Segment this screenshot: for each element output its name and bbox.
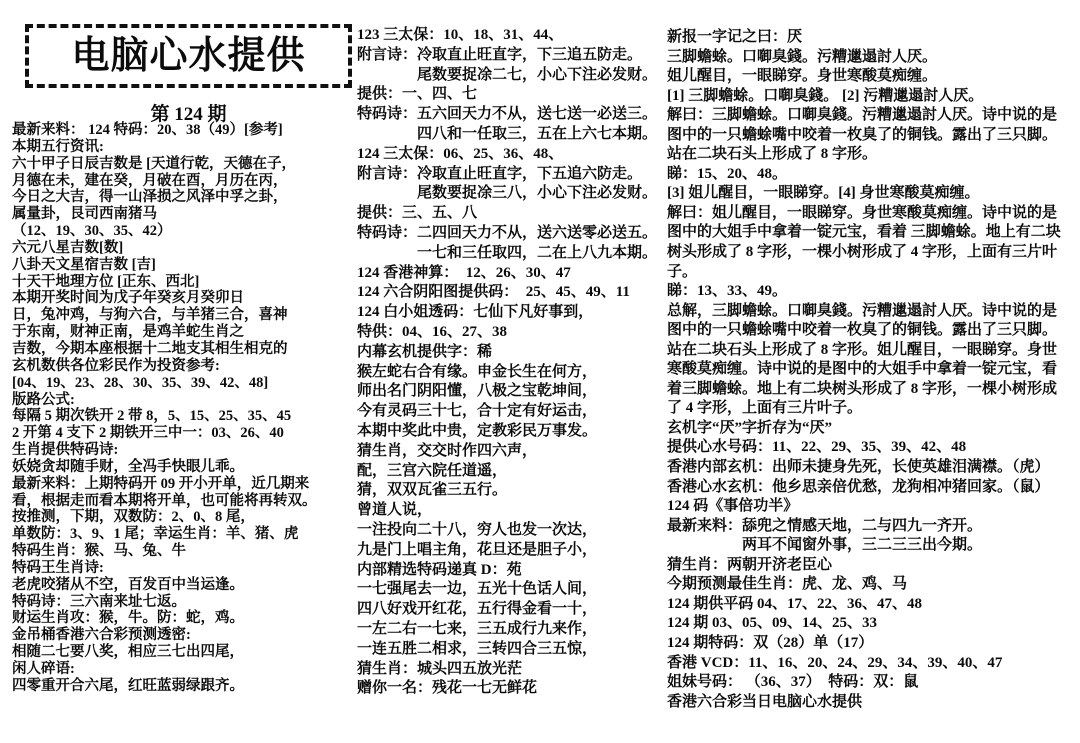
text-line: 玄机字“厌”字折存为“厌” [667,419,833,436]
text-line: 尾数要捉凃二七，小心下注必发财。 [357,66,658,83]
text-line: 站在二块石头上形成了 8 字形。姐儿醒目，一眼睇穿。身世 [667,341,1058,358]
text-line: 赠你一名：残花一七无鲜花 [357,680,538,697]
text-line: 今有灵码三十七，合十定有好运击， [357,403,598,420]
text-line: （12、19、30、35、42） [12,223,172,240]
text-line: 一左二右一七来，三五成行九来作， [357,620,598,637]
text-line: [1] 三脚蟾蜍。口啣臭錢。 [2] 污糟邋遢討人厌。 [667,87,984,104]
text-line: 相随二七要八奖，相应三七出四尾， [12,644,244,661]
text-line: 提供心水号码：11、22、29、35、39、42、48 [667,439,967,456]
text-line: 香港内部玄机：出师未捷身先死，长使英雄泪满襟。（虎） [667,459,1050,476]
text-line: 124 期特码：双（28）单（17） [667,634,874,651]
text-line: 本期开奖时间为戊子年癸亥月癸卯日 [12,290,244,307]
left-column [12,122,357,695]
text-line: 今期预测最佳生肖：虎、龙、鸡、马 [667,576,908,593]
text-line: 子。 [667,263,698,280]
text-line: 特码诗：三六南来址七返。 [12,593,186,610]
text-line: 四零重开合六尾，红旺蓝弱绿跟齐。 [12,677,244,694]
text-line: 猜生肖：两朝开济老臣心 [667,556,833,573]
text-line: 金吊桶香港六合彩预测透密: [12,627,191,644]
text-line: 124 期供平码 04、17、22、36、47、48 [667,595,923,612]
text-line: 附言诗：冷取直止旺直字，下三追五防走。 [357,46,643,63]
page-title: 电脑心水提供 [71,35,306,77]
text-line: 一七和三任取四，二在上八九本期。 [357,244,658,261]
text-line: 生肖提供特码诗: [12,442,119,459]
text-line: 图中的一只蟾蜍嘴中咬着一枚臭了的铜钱。露出了三只脚。 [667,322,1058,339]
text-line: 附言诗：冷取直止旺直字，下五追六防走。 [357,165,643,182]
text-line: 树头形成了 8 字形，一棵小树形成了 4 字形，上面有三片叶 [667,244,1058,261]
text-line: 124 六合阴阳图提供码： 25、45、49、11 [357,284,630,301]
text-line: 着三脚蟾蜍。地上有二块树头形成了 8 字形，一棵小树形成 [667,380,1058,397]
text-line: 版路公式: [12,391,75,408]
text-line: 三脚蟾蜍。口啣臭錢。污糟邋遢討人厌。 [667,48,938,65]
text-line: 新报一字记之曰：厌 [667,29,803,45]
text-line: 124 期 03、05、09、14、25、33 [667,615,878,632]
text-line: 特供：04、16、27、38 [357,323,508,340]
text-line: 总解，三脚蟾蜍。口啣臭錢。污糟邋遢討人厌。诗中说的是 [667,302,1058,319]
text-line: 老虎咬猪从不空，百发百中当运逢。 [12,576,244,593]
text-line: 猜生肖，交交时作四六声， [357,442,538,459]
text-line: 124 白小姐透码：七仙下凡好事到， [357,304,594,321]
text-line: 了 4 字形，上面有三片叶子。 [667,400,863,417]
text-line: 六元八星吉数[数] [12,239,124,256]
text-line: 姐儿醒目，一眼睇穿。身世寒酸莫痴缠。 [667,68,938,85]
text-line: [04、19、23、28、30、35、39、42、48] [12,374,269,391]
text-line: 师出名门阴阳懂，八极之宝乾坤间， [357,383,598,400]
text-line: 八卦天文星宿吉数 [吉] [12,256,156,273]
text-line: 今日之大吉，得一山泽损之风泽中孚之卦， [12,189,288,206]
text-line: 一七强尾去一边，五光十色话人间， [357,581,598,598]
text-line: 特码生肖：猴、马、兔、牛 [12,543,186,560]
text-line: 吉数，今期本座根据十二地支其相生相克的 [12,340,288,357]
text-line: 妖娆贪却随手财，全冯手快眼儿乖。 [12,458,244,475]
text-line: 香港心水玄机：他乡思亲倍优愁，龙狗相冲猪回家。（鼠） [667,478,1050,495]
text-line: 四八好戏开红花，五行得金看一十， [357,601,598,618]
text-line: 123 三太保：10、18、31、44、 [357,27,564,43]
text-line: 两耳不闻窗外事，三二三三出今期。 [667,537,983,554]
text-line: 最新来料：舔兜之情感天地，二与四九一齐开。 [667,517,983,534]
text-line: 2 开第 4 支下 2 期铁开三中一：03、26、40 [12,425,284,442]
text-line: 特码诗：二四回天力不从，送六送零必送五。 [357,224,658,241]
text-line: 十天干地理方位 [正东、西北] [12,273,200,290]
right-column [667,28,1077,712]
text-line: 一连五胜二相求，三转四合三五惊， [357,640,598,657]
text-line: 猴左蛇右合有缘。申金长生在何方， [357,363,598,380]
text-line: 每隔 5 期次铁开 2 带 8，5、15、25、35、45 [12,408,292,425]
text-line: 六十甲子日辰吉数是 [天道行乾，天德在子， [12,155,296,172]
text-line: 一注投向二十八，穷人也发一次达， [357,521,598,538]
text-line: 九是门上唱主角，花旦还是胆子小， [357,541,598,558]
text-line: 本期五行资讯: [12,138,104,155]
text-line: 解曰：三脚蟾蜍。口啣臭錢。污糟邋遢討人厌。诗中说的是 [667,107,1058,124]
text-line: 看，根据走而看本期将开单，也可能将再转双。 [12,492,317,509]
text-line: 图中的大姐手中拿着一锭元宝，看着 三脚蟾蜍。地上有二块 [667,224,1061,241]
text-line: 尾数要捉凃三八，小心下注必发财。 [357,185,658,202]
text-line: 本期中奖此中贵，定教彩民万事发。 [357,422,598,439]
text-line: 站在二块石头上形成了 8 字形。 [667,146,878,163]
issue-number: 第 124 期 [150,104,227,125]
text-line: 猜生肖：城头四五放光茫 [357,660,523,677]
text-line: 属量卦，艮司西南猪马 [12,206,157,223]
middle-column [357,26,669,699]
text-line: 提供：一、四、七 [357,86,478,103]
text-line: 财运生肖攻：猴，牛。防：蛇，鸡。 [12,610,244,627]
text-line: 月德在未，建在癸，月破在酉，月历在丙， [12,172,288,189]
title-box [25,24,352,88]
text-line: 四八和一任取三，五在上六七本期。 [357,125,658,142]
text-line: 解曰：姐儿醒目，一眼睇穿。身世寒酸莫痴缠。诗中说的是 [667,204,1058,221]
text-line: 猜，双双瓦雀三五行。 [357,482,508,499]
text-line: 特码王生肖诗: [12,559,104,576]
text-line: 寒酸莫痴缠。诗中说的是图中的大姐手中拿着一锭元宝，看 [667,361,1058,378]
text-line: 124 三太保：06、25、36、48、 [357,145,564,162]
text-line: 配，三宫六院任道遥， [357,462,508,479]
text-line: 按推测，下期，双数防：2、0、8 尾， [12,509,255,526]
text-line: 内幕玄机提供字：稀 [357,343,493,360]
text-line: 曾道人说， [357,502,433,519]
text-line: 图中的一只蟾蜍嘴中咬着一枚臭了的铜钱。露出了三只脚。 [667,126,1058,143]
text-line: 于东南，财神正南，是鸡羊蛇生肖之 [12,324,244,341]
text-line: 香港六合彩当日电脑心水提供 [667,693,863,710]
text-line: 最新来料： 124 特码：20、38（49）[参考] [12,122,283,138]
text-line: 最新来料：上期特码开 09 开小开单，近几期来 [12,475,310,492]
text-line: 日，兔冲鸡，与狗六合，与羊猪三合，喜神 [12,307,288,324]
text-line: 闲人碎语: [12,661,75,677]
text-line: 内部精选特码递真 D：苑 [357,561,522,578]
text-line: 124 码《事倍功半》 [667,498,799,515]
text-line: 单数防：3、9、1 尾；幸运生肖：羊、猪、虎 [12,526,299,543]
text-line: 玄机数供各位彩民作为投资参考: [12,357,220,374]
text-line: 睇：13、33、49。 [667,283,788,300]
text-line: [3] 姐儿醒目，一眼睇穿。[4] 身世寒酸莫痴缠。 [667,185,980,202]
text-line: 特码诗：五六回天力不从，送七送一必送三。 [357,106,658,123]
text-line: 姐妹号码： （36、37） 特码：双：鼠 [667,674,919,691]
text-line: 香港 VCD：11、16、20、24、29、34、39、40、47 [667,654,1003,671]
text-line: 睇：15、20、48。 [667,165,788,182]
text-line: 提供：三、五、八 [357,205,478,222]
text-line: 124 香港神算： 12、26、30、47 [357,264,571,281]
